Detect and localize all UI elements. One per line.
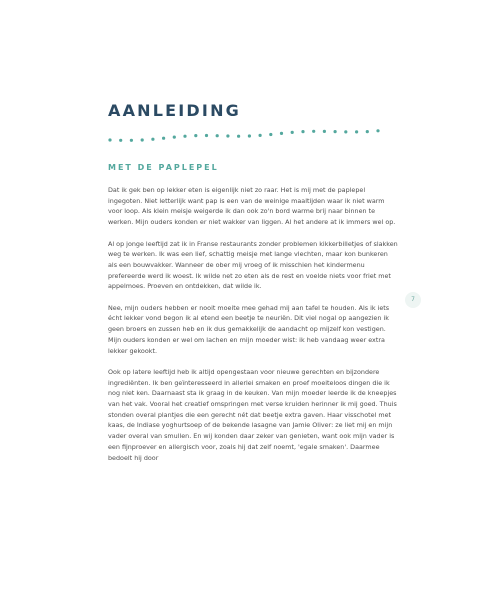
section-heading: MET DE PAPLEPEL xyxy=(108,163,219,172)
divider-dot xyxy=(355,130,358,133)
divider-dot xyxy=(291,131,294,134)
divider-dot xyxy=(194,134,197,137)
body-text xyxy=(108,185,398,474)
divider-dot xyxy=(130,139,133,142)
divider-dot xyxy=(312,130,315,133)
divider-dot xyxy=(344,130,347,133)
page-number-badge: 7 xyxy=(405,292,421,308)
divider-dot xyxy=(205,134,208,137)
divider-dot xyxy=(376,129,379,132)
paragraph: Dat ik gek ben op lekker eten is eigenlijk niet zo raar. Het is mij met de paplepel ingegoten. Niet letterlijk want pap is een van de weinige maaltijden waar ik niet warm voor loop. Als klein meisje weigerde ik dan ook zo'n bord warme brij naar binnen te werken. Mijn ouders konden er niet wakker van liggen. Al het andere at ik immers wel op. xyxy=(108,186,396,227)
divider-dot xyxy=(366,130,369,133)
paragraph: Ook op latere leeftijd heb ik altijd opengestaan voor nieuwe gerechten en bijzondere ingrediënten. Ik ben geïnteresseerd in allerlei smaken en proef moeiteloos dingen die ik nog niet ken. Daarnaast sta ik graag in de keuken. Van mijn moeder leerde ik de kneepjes van het vak. Vooral het creatief omspringen met verse kruiden herinner ik mij goed. Thuis stonden overal plantjes die een gerecht nét dat beetje extra gaven. Haar visschotel met kaas, de Indiase yoghurtsoep of de bekende lasagne van Jamie Oliver: ze liet mij en mijn vader overal van smullen. En wij konden daar zeker van genieten, want ook mijn vader is een fijnproever en allergisch voor, zoals hij dat zelf noemt, 'egale smaken'. Daarmee bedoelt hij door xyxy=(108,367,397,462)
divider-dot xyxy=(119,139,122,142)
divider-dot xyxy=(248,134,251,137)
paragraph: Nee, mijn ouders hebben er nooit moeite mee gehad mij aan tafel te houden. Als ik iets écht lekker vond begon ik al etend een beetje te neuriën. Dit viel nogal op aangezien ik geen broers en zussen heb en ik dus gemakkelijk de aandacht op mijzelf kon vestigen. Mijn ouders konden er wel om lachen en mijn moeder wist: ik heb vandaag weer extra lekker gekookt. xyxy=(108,303,390,355)
divider-dot xyxy=(216,134,219,137)
divider-dot xyxy=(226,134,229,137)
divider-dot xyxy=(334,130,337,133)
divider-dot xyxy=(301,130,304,133)
paragraph: Al op jonge leeftijd zat ik in Franse restaurants zonder problemen kikkerbilletjes of slakken weg te werken. Ik was een lief, schattig meisje met lange vlechten, maar kon bunkeren als een bouwvakker. Wanneer de ober mij vroeg of ik misschien het kindermenu prefereerde werd ik woest. Ik wilde net zo eten als de rest en voelde niets voor friet met appelmoes. Proeven en ontdekken, dat wilde ik. xyxy=(108,239,398,291)
chapter-title: AANLEIDING xyxy=(108,101,241,120)
divider-dot xyxy=(323,130,326,133)
divider-dot xyxy=(183,135,186,138)
divider-dot xyxy=(269,133,272,136)
divider-dot xyxy=(237,135,240,138)
divider-dot xyxy=(108,138,111,141)
divider-dot xyxy=(280,132,283,135)
divider-dot xyxy=(173,136,176,139)
divider-dot xyxy=(162,137,165,140)
divider-dot xyxy=(151,138,154,141)
divider-dot xyxy=(259,134,262,137)
divider-dot xyxy=(141,138,144,141)
